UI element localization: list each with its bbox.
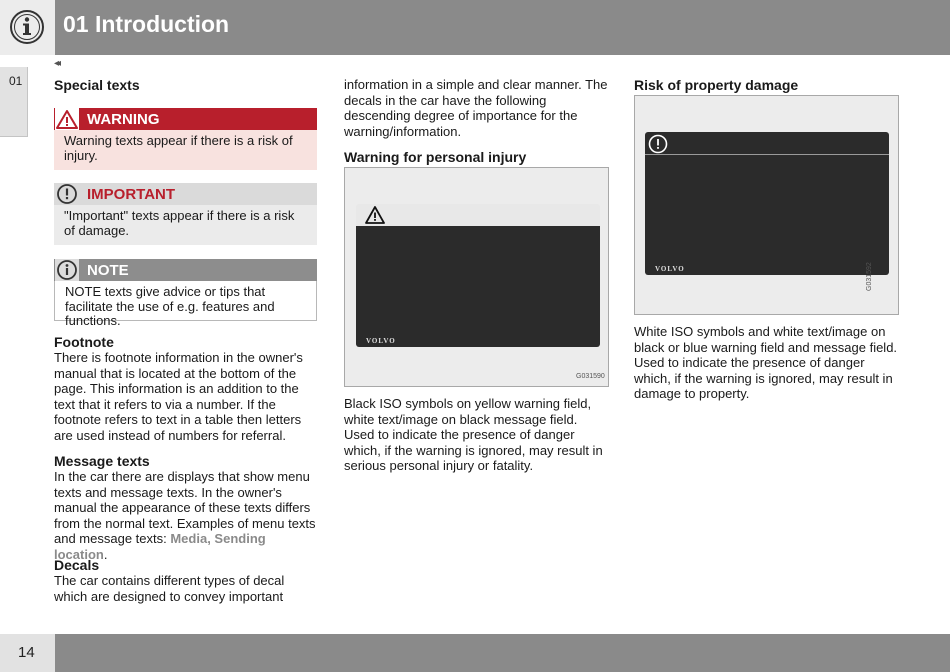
message-texts-text (54, 469, 317, 562)
important-label: IMPORTANT (87, 185, 176, 203)
warning-text: Warning texts appear if there is a risk of injury. (54, 130, 317, 170)
note-header (54, 259, 317, 281)
warning-triangle-icon (363, 204, 387, 226)
important-header (54, 183, 317, 205)
info-circle-icon (55, 259, 79, 281)
yellow-warning-field (356, 204, 600, 226)
decals-heading: Decals (54, 557, 100, 573)
warning-header (54, 108, 317, 130)
volvo-logo: VOLVO (366, 337, 396, 345)
chapter-label: 01 (9, 74, 23, 88)
warning-label: WARNING (87, 110, 160, 128)
decals-text: The car contains different types of decal which are designed to convey important (54, 573, 285, 604)
black-message-field (356, 226, 600, 347)
menu-text-example-media: Media (170, 531, 208, 546)
figure-code: G031592 (866, 262, 873, 291)
footnote-text: There is footnote information in the owner's manual that is located at the bottom of the page. This information is an addition to the text that it refers to via a number. If the footnote refers to text in a table then letters are used instead of numbers for referral. (54, 350, 303, 443)
warning-callout (54, 108, 317, 170)
volvo-logo: VOLVO (655, 265, 685, 273)
footnote-heading: Footnote (54, 334, 114, 350)
message-texts-heading: Message texts (54, 453, 150, 469)
personal-injury-figure (344, 167, 609, 387)
field-divider (645, 154, 889, 155)
note-text: NOTE texts give advice or tips that facilitate the use of e.g. features and functions. (54, 281, 317, 321)
menu-text-example-sending-location: Sending location (54, 531, 266, 562)
decals-continued-text: information in a simple and clear manner. The decals in the car have the following descending degree of importance for the warning/information. (344, 77, 608, 139)
message-end: . (103, 546, 108, 562)
important-callout (54, 183, 317, 245)
note-callout (54, 259, 317, 328)
important-text: "Important" texts appear if there is a risk of damage. (54, 205, 317, 245)
footer-bar (55, 634, 950, 672)
back-arrows-icon[interactable]: ◂◂ (54, 58, 59, 69)
exclamation-circle-icon (646, 133, 670, 155)
warning-triangle-icon (55, 108, 79, 130)
figure-code: G031590 (576, 373, 605, 380)
header-icon-box (0, 0, 55, 55)
message-sep: , (207, 531, 215, 546)
special-texts-heading: Special texts (54, 77, 140, 93)
note-label: NOTE (87, 261, 129, 279)
info-circle-icon (0, 0, 55, 55)
property-damage-heading: Risk of property damage (634, 77, 799, 93)
page-title: 01 Introduction (63, 11, 230, 37)
exclamation-circle-icon (55, 183, 79, 205)
message-text-body: In the car there are displays that show menu texts and message texts. In the owner's manual the appearance of these texts differs from the normal text. Examples of menu texts and message texts: (54, 469, 316, 546)
property-damage-caption: White ISO symbols and white text/image on black or blue warning field and message field. Used to indicate the presence of danger which, if the warning is ignored, may result in damage to property. (634, 324, 898, 401)
personal-injury-caption: Black ISO symbols on yellow warning field, white text/image on black message field. Used to indicate the presence of danger which, if the warning is ignored, may result in serious personal injury or fatality. (344, 396, 603, 473)
personal-injury-heading: Warning for personal injury (344, 149, 527, 165)
page-number: 14 (18, 644, 35, 661)
black-warning-field (645, 132, 889, 275)
property-damage-figure (634, 95, 899, 315)
